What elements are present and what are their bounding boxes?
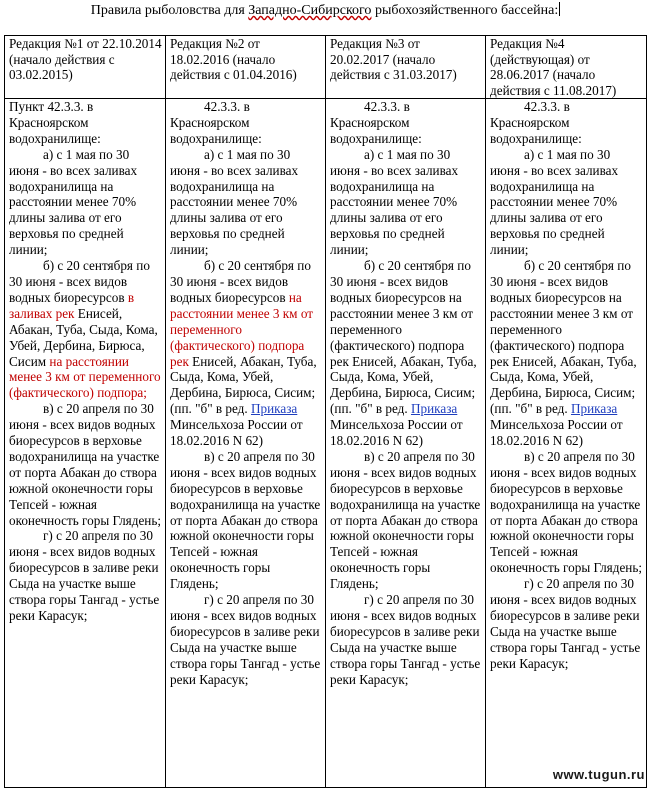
paragraph-intro: 42.3.3. в Красноярском водохранилище: (490, 99, 582, 146)
cell-edition-1 (5, 99, 166, 788)
order-link[interactable]: Приказа (250, 401, 298, 417)
paragraph-g: г) с 20 апреля по 30 июня - всех видов водных биоресурсов в заливе реки Сыда на участке выше створа горы Тангад - устье реки Карасук; (330, 592, 481, 687)
paragraph-intro: 42.3.3. в Красноярском водохранилище: (330, 99, 422, 146)
title-place: Западно-Сибирского (248, 3, 372, 18)
changed-text: в заливах рек (9, 289, 135, 321)
amendment-prefix: (пп. "б" в ред. (330, 401, 411, 417)
paragraph-b-rivers: Енисей, Абакан, Туба, Сыда, Кома, Убей, Дербина, Бирюса, Сисим (9, 305, 158, 369)
paragraph-b-rivers: Енисей, Абакан, Туба, Сыда, Кома, Убей, Дербина, Бирюса, Сисим; (170, 353, 317, 401)
paragraph-v: в) с 20 апреля по 30 июня - всех видов водных биоресурсов в верховье водохранилища на участке от порта Абакан до створа южной оконечности горы Тепсей - южная оконечность горы Глядень; (9, 401, 162, 528)
paragraph-a: а) с 1 мая по 30 июня - во всех заливах водохранилища на расстоянии менее 70% длины залива от его верховья по средней линии; (330, 146, 459, 258)
changed-text: на расстоянии менее 3 км от переменного (фактического) подпора рек (170, 289, 314, 369)
amendment-suffix: Минсельхоза России от 18.02.2016 N 62) (490, 417, 623, 449)
changed-text: на расстоянии менее 3 км от переменного (фактического) подпора; (9, 353, 161, 401)
page-title (0, 2, 651, 19)
order-link[interactable]: Приказа (410, 401, 458, 417)
paragraph-b-intro: б) с 20 сентября по 30 июня - всех видов водных биоресурсов (9, 258, 150, 305)
paragraph-b: б) с 20 сентября по 30 июня - всех видов водных биоресурсов на расстоянии менее 3 км от переменного (фактического) подпора рек Енисей, Абакан, Туба, Сыда, Кома, Убей, Дербина, Бирюса, Сисим; (490, 258, 637, 401)
title-before: Правила рыболовства для (90, 3, 249, 18)
amendment-suffix: Минсельхоза России от 18.02.2016 N 62) (170, 417, 303, 449)
paragraph-g: г) с 20 апреля по 30 июня - всех видов водных биоресурсов в заливе реки Сыда на участке выше створа горы Тангад - устье реки Карасук; (490, 576, 641, 671)
header-row (5, 36, 647, 99)
paragraph-b: б) с 20 сентября по 30 июня - всех видов водных биоресурсов на расстоянии менее 3 км от переменного (фактического) подпора рек Енисей, Абакан, Туба, Сыда, Кома, Убей, Дербина, Бирюса, Сисим; (330, 258, 477, 401)
paragraph-b (9, 258, 162, 401)
paragraph-a: а) с 1 мая по 30 июня - во всех заливах водохранилища на расстоянии менее 70% длины залива от его верховья по средней линии; (170, 146, 299, 258)
paragraph-b (170, 258, 322, 401)
cell-edition-4 (486, 99, 647, 788)
site-watermark: www.tugun.ru (552, 767, 645, 783)
header-edition-2: Редакция №2 от 18.02.2016 (начало действия с 01.04.2016) (166, 36, 326, 99)
paragraph-g: г) с 20 апреля по 30 июня - всех видов водных биоресурсов в заливе реки Сыда на участке выше створа горы Тангад - устье реки Карасук; (170, 592, 321, 687)
cell-edition-2 (166, 99, 326, 788)
cell-edition-3 (326, 99, 486, 788)
header-edition-4: Редакция №4 (действующая) от 28.06.2017 (начало действия с 11.08.2017) (486, 36, 647, 99)
amendment-note (170, 401, 322, 449)
amendment-suffix: Минсельхоза России от 18.02.2016 N 62) (330, 417, 463, 449)
paragraph-a: а) с 1 мая по 30 июня - во всех заливах водохранилища на расстоянии менее 70% длины залива от его верховья по средней линии; (490, 146, 619, 258)
amendment-note (330, 401, 482, 449)
order-link[interactable]: Приказа (570, 401, 618, 417)
paragraph-v: в) с 20 апреля по 30 июня - всех видов водных биоресурсов в верховье водохранилища на участке от порта Абакан до створа южной оконечности горы Тепсей - южная оконечность горы Глядень; (170, 448, 321, 592)
text-cursor (559, 2, 560, 16)
paragraph-b-intro: б) с 20 сентября по 30 июня - всех видов водных биоресурсов (170, 258, 311, 305)
paragraph-v: в) с 20 апреля по 30 июня - всех видов водных биоресурсов в верховье водохранилища на участке от порта Абакан до створа южной оконечности горы Тепсей - южная оконечность горы Глядень; (330, 448, 481, 592)
header-edition-1: Редакция №1 от 22.10.2014 (начало действия с 03.02.2015) (5, 36, 166, 99)
amendment-prefix: (пп. "б" в ред. (170, 401, 251, 417)
amendment-note (490, 401, 643, 449)
editions-table (4, 35, 647, 788)
paragraph-a: а) с 1 мая по 30 июня - во всех заливах водохранилища на расстоянии менее 70% длины залива от его верховья по средней линии; (9, 146, 138, 258)
title-after: рыбохозяйственного бассейна: (371, 3, 559, 18)
paragraph-intro: Пункт 42.3.3. в Красноярском водохранилище: (9, 99, 101, 146)
content-row (5, 99, 647, 788)
paragraph-g: г) с 20 апреля по 30 июня - всех видов водных биоресурсов в заливе реки Сыда на участке выше створа горы Тангад - устье реки Карасук; (9, 528, 160, 623)
paragraph-v: в) с 20 апреля по 30 июня - всех видов водных биоресурсов в верховье водохранилища на участке от порта Абакан до створа южной оконечности горы Тепсей - южная оконечность горы Глядень; (490, 448, 643, 576)
header-edition-3: Редакция №3 от 20.02.2017 (начало действия с 31.03.2017) (326, 36, 486, 99)
amendment-prefix: (пп. "б" в ред. (490, 401, 571, 417)
paragraph-intro: 42.3.3. в Красноярском водохранилище: (170, 99, 262, 146)
